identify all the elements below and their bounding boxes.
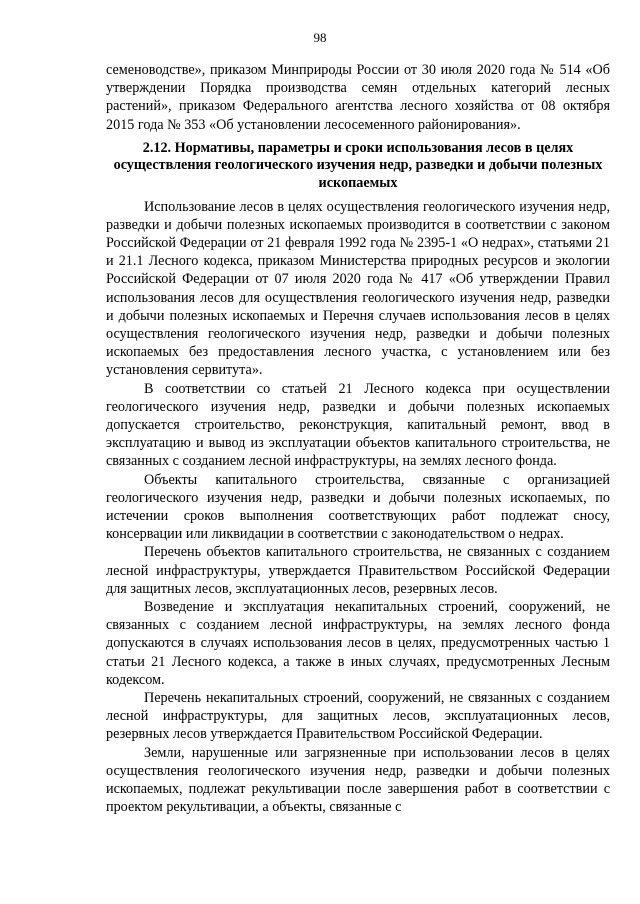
body-paragraph: Объекты капитального строительства, связанные с организацией геологического изучения недр, разведки и добычи полезных ископаемых, по истечении сроков выполнения соответствующих работ подлежат сносу, консервации или ликвидации в соответствии с законодательством о недрах. (106, 471, 610, 543)
page-content (106, 61, 610, 817)
body-paragraph: Перечень некапитальных строений, сооружений, не связанных с созданием лесной инфраструктуры, для защитных лесов, эксплуатационных лесов, резервных лесов утверждается Правительством Российской Федерации. (106, 690, 610, 743)
body-paragraph: Перечень объектов капитального строительства, не связанных с созданием лесной инфраструктуры, утверждается Правительством Российской Федерации для защитных лесов, эксплуатационных лесов, резервных лесов. (106, 544, 610, 597)
body-paragraph: Возведение и эксплуатация некапитальных строений, сооружений, не связанных с созданием лесной инфраструктуры, на землях лесного фонда допускаются в случаях использования лесов в целях, предусмотренных частью 1 статьи 21 Лесного кодекса, а также в иных случаях, предусмотренных Лесным кодексом. (106, 599, 610, 688)
body-paragraph: В соответствии со статьей 21 Лесного кодекса при осуществлении геологического изучения недр, разведки и добычи полезных ископаемых допускается строительство, реконструкция, капитальный ремонт, ввод в эксплуатацию и вывод из эксплуатации объектов капитального строительства, не связанных с созданием лесной инфраструктуры, на землях лесного фонда. (106, 380, 610, 470)
page-number: 98 (313, 30, 327, 45)
body-paragraph: Земли, нарушенные или загрязненные при использовании лесов в целях осуществления геологического изучения недр, разведки и добычи полезных ископаемых, подлежат рекультивации после завершения работ в соответствии с проектом рекультивации, а объекты, связанные с (106, 744, 610, 816)
section-heading: 2.12. Нормативы, параметры и сроки использования лесов в целях осуществления геологического изучения недр, разведки и добычи полезных ископаемых (113, 139, 603, 191)
continuation-paragraph: семеноводстве», приказом Минприроды России от 30 июля 2020 года № 514 «Об утверждении Порядка производства семян отдельных категорий лесных растений», приказом Федерального агентства лесного хозяйства от 08 октября 2015 года № 353 «Об установлении лесосеменного районирования». (106, 62, 610, 133)
body-paragraph: Использование лесов в целях осуществления геологического изучения недр, разведки и добычи полезных ископаемых производится в соответствии с законом Российской Федерации от 21 февраля 1992 года № 2395-1 «О недрах», статьями 21 и 21.1 Лесного кодекса, приказом Министерства природных ресурсов и экологии Российской Федерации от 07 июля 2020 года № 417 «Об утверждении Правил использования лесов для осуществления геологического изучения недр, разведки и добычи полезных ископаемых и Перечня случаев использования лесов в целях осуществления геологического изучения недр, разведки и добычи полезных ископаемых без предоставления лесного участка, с установлением или без установления сервитута». (106, 198, 610, 379)
